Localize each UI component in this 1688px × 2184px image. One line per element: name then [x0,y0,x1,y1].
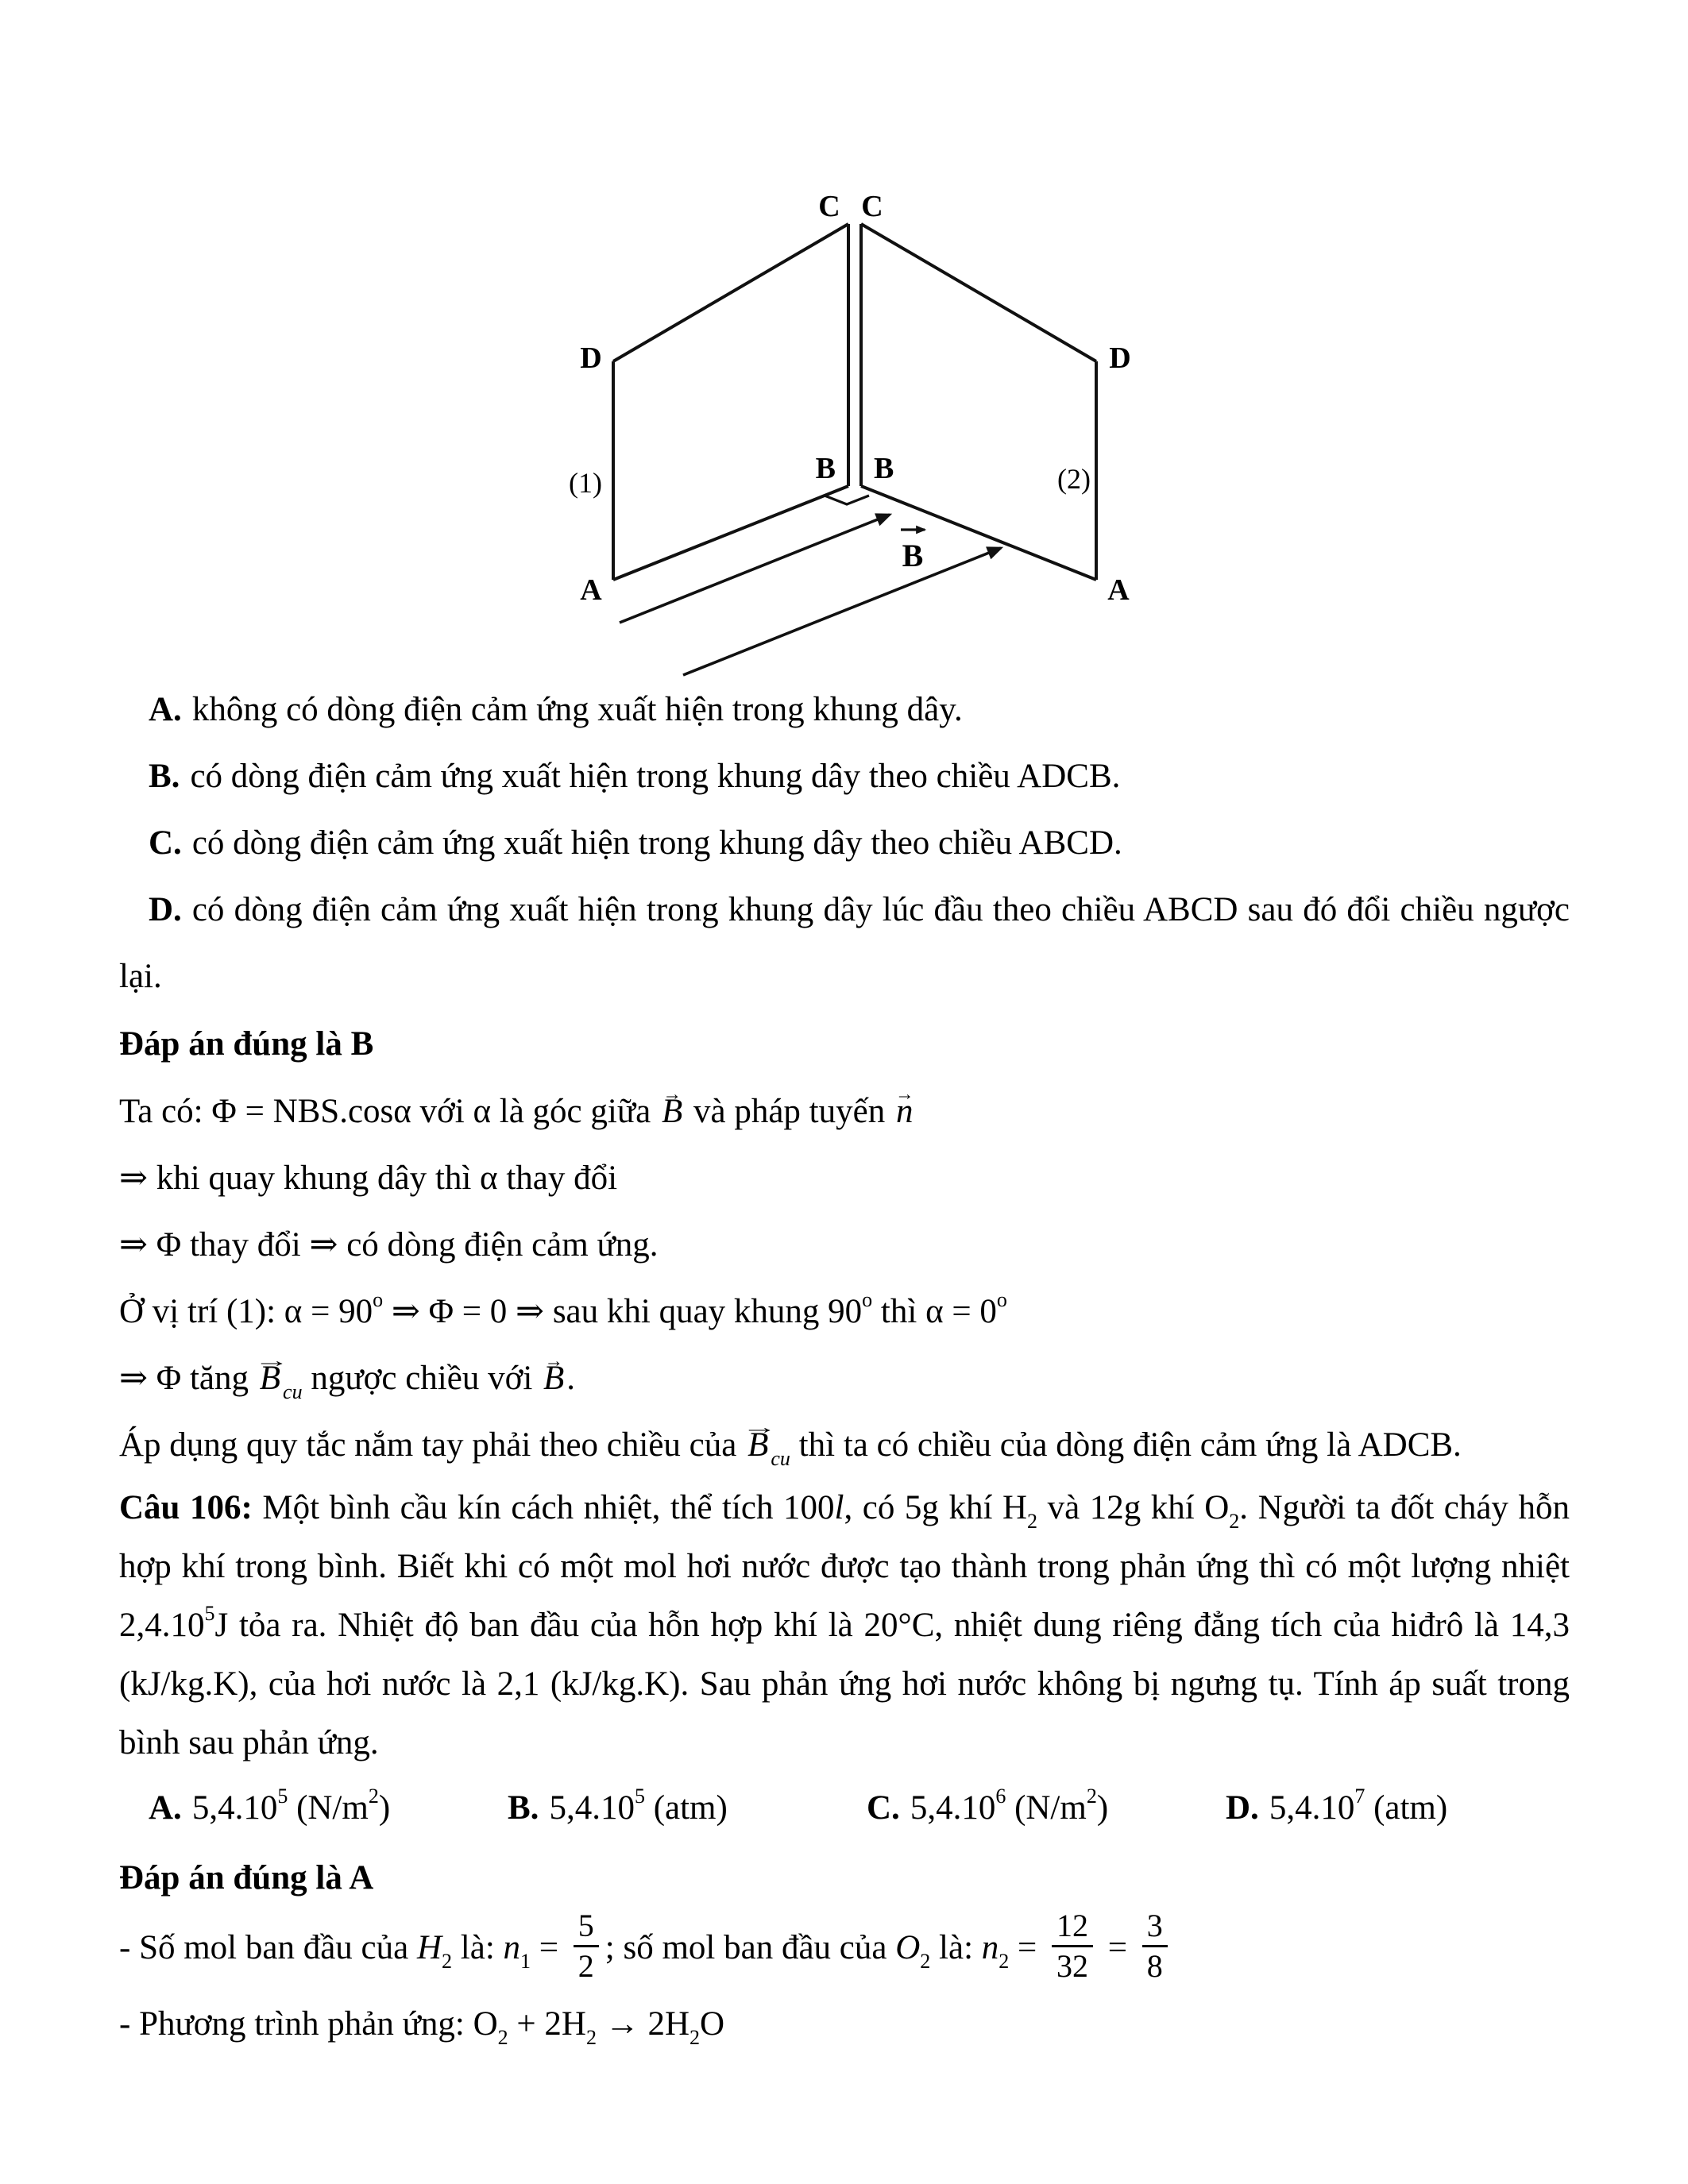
answer-heading-105: Đáp án đúng là B [119,1025,374,1063]
vector-n: → n [894,1078,916,1145]
option-key: A. [149,691,182,728]
frame-1-number-label: (1) [569,467,602,499]
option-106-b: B. 5,4.10$^5$ (atm) [508,1785,728,1827]
fraction-3-8: $\frac{3}{8}$ [1142,1908,1168,1984]
solution-105-line-2: ⇒ khi quay khung dây thì α thay đổi [119,1160,618,1197]
right-angle-marker [825,496,869,504]
vertex-label-d-left: D [580,341,602,375]
field-vector-label: B [902,538,924,573]
option-106-a: A. 5,4.10$^5$ $(N/m^2)$ [149,1785,391,1827]
solution-105-line-4: Ở vị trí (1): $\alpha = 90^o$ ⇒ Φ = 0 ⇒ sau khi quay khung 90$^o$ thì $\alpha = 0^o$ [119,1288,1007,1330]
symbol-n2: n [981,1929,999,1966]
options-106-row [119,1773,1570,1844]
option-key: C. [149,824,182,862]
vertex-label-c-left: C [818,190,840,223]
option-106-c: C. 5,4.10$^6$ $(N/m^2)$ [867,1785,1109,1827]
option-text: không có dòng điện cảm ứng xuất hiện trong khung dây. [191,691,963,728]
vertex-label-a-left: A [580,573,602,607]
option-105-a [119,677,1570,743]
solution-106-line-1: - Số mol ban đầu của $H_2$ là: $n_1$ = $\frac{5}{2}$ ; số mol ban đầu của $O_2$ là: $n_2$ = $\frac{12}{32}$ = $\frac{3}{8}$ [119,1912,1570,1989]
vertex-label-b-left: B [815,452,836,485]
symbol-h2: H [416,1929,442,1966]
vector-b: → B [659,1078,685,1145]
question-number: Câu 106: [119,1489,253,1526]
option-key: B. [149,758,180,795]
vector-b: → B [541,1345,566,1412]
vector-b-induced: → B [745,1412,771,1479]
solution-106-line-2: - Phương trình phản ứng: $O_2 + 2H_2 \to 2H_2O$ [119,2005,725,2049]
vertex-label-c-right: C [861,190,883,223]
fraction-12-32: $\frac{12}{32}$ [1052,1908,1093,1984]
symbol-o2: O [473,2005,498,2043]
solution-105-line-6: Áp dụng quy tắc nắm tay phải theo chiều của → B $_{cu}$ thì ta có chiều của dòng điện cảm ứng là ADCB. [119,1412,1570,1479]
fraction-5-2: $\frac{5}{2}$ [574,1908,599,1984]
vertex-label-b-right: B [874,452,894,485]
wire-frame-1 [613,224,848,580]
vector-b-induced: → B [257,1345,283,1412]
option-text: có dòng điện cảm ứng xuất hiện trong khung dây theo chiều ABCD. [191,824,1122,862]
document-body [119,677,1570,2060]
option-text: có dòng điện cảm ứng xuất hiện trong khung dây theo chiều ADCB. [190,758,1121,795]
option-key: D. [149,891,182,928]
option-105-d [119,877,1570,1010]
symbol-o2: O [895,1929,921,1966]
question-106: Câu 106: Một bình cầu kín cách nhiệt, thể tích 100l, có 5g khí $H_2$ và 12g khí $O_2$. Người ta đốt cháy hỗn hợp khí trong bình. Biết khi có một mol hơi nước được tạo thành trong phản ứng thì có một lượng nhiệt 2,4.10$^5$J tỏa ra. Nhiệt độ ban đầu của hỗn hợp khí là 20°C, nhiệt dung riêng đẳng tích của hiđrô là 14,3 (kJ/kg.K), của hơi nước là 2,1 (kJ/kg.K). Sau phản ứng hơi nước không bị ngưng tụ. Tính áp suất trong bình sau phản ứng. [119,1489,1570,1761]
frame-2-number-label: (2) [1057,463,1091,495]
physics-diagram [556,187,1160,687]
vertex-label-a-right: A [1107,573,1130,607]
option-106-d: D. 5,4.10$^7$ (atm) [1226,1785,1448,1827]
option-105-b [119,743,1570,810]
field-arrows [620,515,1001,675]
wire-frame-2 [861,224,1096,580]
solution-105-line-3: ⇒ Φ thay đổi ⇒ có dòng điện cảm ứng. [119,1226,659,1264]
answer-heading-106: Đáp án đúng là A [119,1859,374,1897]
option-105-c [119,810,1570,877]
option-text: có dòng điện cảm ứng xuất hiện trong khung dây lúc đầu theo chiều ABCD sau đó đổi chiều ngược lại. [119,891,1570,995]
vertex-label-d-right: D [1109,341,1131,375]
solution-105-line-1: Ta có: Φ = NBS.cosα với α là góc giữa → B và pháp tuyến → n [119,1078,1570,1145]
symbol-n1: n [503,1929,521,1966]
solution-105-line-5: ⇒ Φ tăng → B $_{cu}$ ngược chiều với → B. [119,1345,1570,1412]
